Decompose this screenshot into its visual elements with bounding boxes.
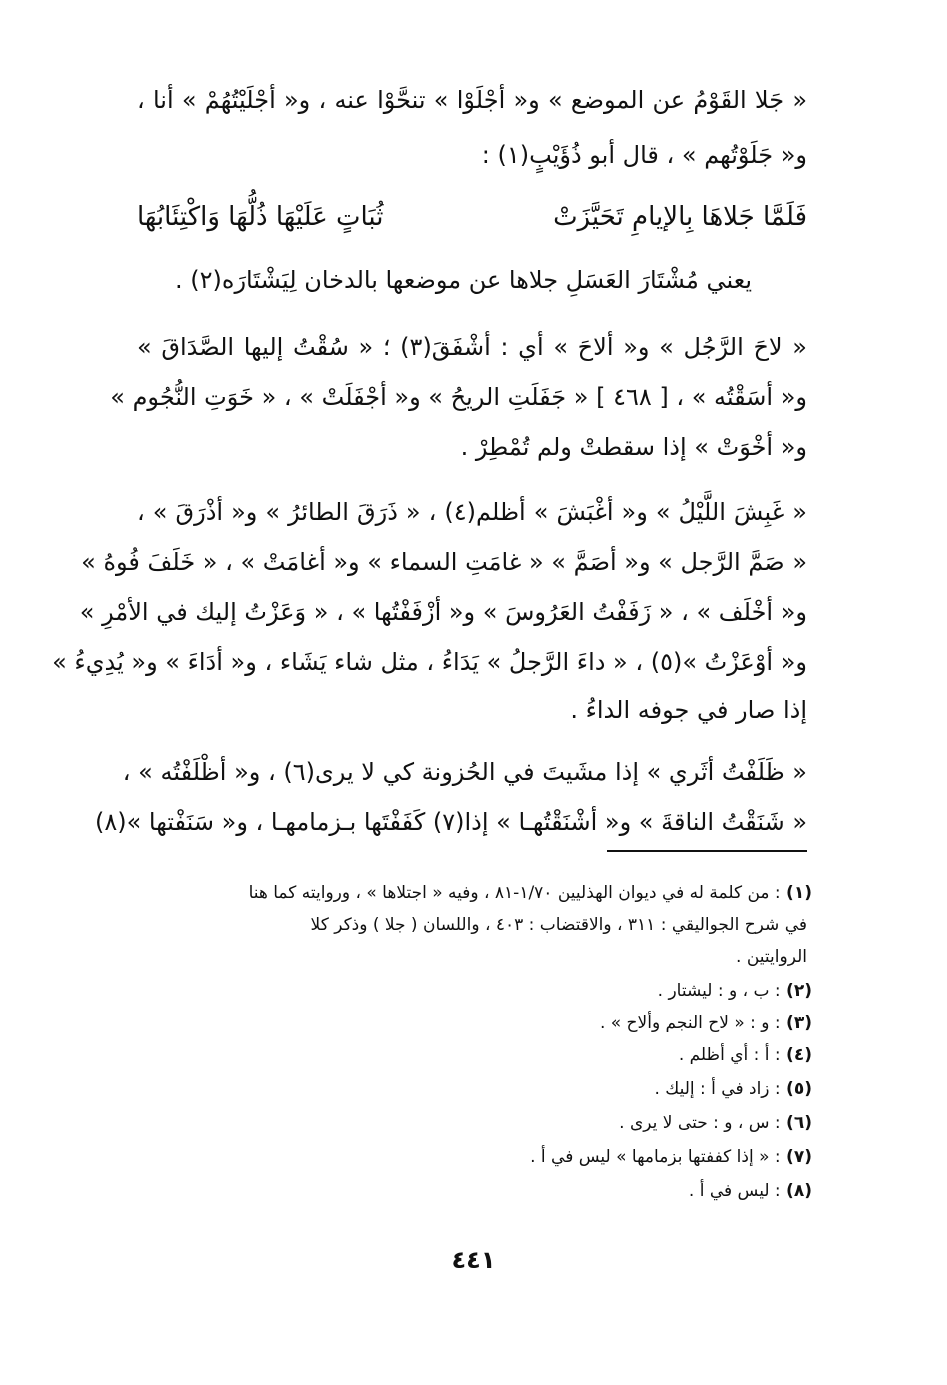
paragraph-2-line-4: و« أوْعَزْتُ »(٥) ، « داءَ الرَّجلُ » يَدَاءُ ، مثل شاء يَشَاء ، و« أدَاءَ » و« يُدِيءُ » [52, 648, 807, 676]
footnote-number: (٦) [786, 1113, 812, 1133]
paragraph-1-line-3: و« أخْوَتْ » إذا سقطتْ ولم تُمْطِرْ . [460, 433, 807, 461]
footnote-text: : ليس في أ . [688, 1181, 781, 1201]
footnote-number: (٧) [786, 1147, 812, 1167]
footnote-1-line-2 [127, 910, 807, 940]
paragraph-1-line-1: « لاحَ الرَّجُل » و« ألاحَ » أي : أشْفَقَ(٣) ؛ « سُقْتُ إليها الصَّدَاقَ » [137, 333, 807, 361]
paragraph-2-line-2: « صَمَّ الرَّجل » و« أصَمَّ » « غامَتِ السماء » و« أغامَتْ » ، « خَلَفَ فُوهُ » [81, 548, 807, 576]
footnote-8 [132, 1176, 812, 1206]
body-line-2: و« جَلَوْتُهم » ، قال أبو ذُؤَيْبٍ(١) : [481, 141, 807, 169]
footnote-number: (٤) [786, 1045, 812, 1065]
paragraph-1-line-2: و« أسَقْتُه » ، [ ٤٦٨ ] « جَفَلَتِ الريحُ » و« أجْفَلَتْ » ، « خَوَتِ النُّجُوم » [110, 383, 807, 411]
footnote-text: : أ : أي أظلم . [678, 1045, 781, 1065]
verse-second-hemistich: ثُبَاتٍ عَلَيْهَا ذُلُّهَا وَاكْتِئَابُهَا [137, 202, 384, 232]
footnote-text: : زاد في أ : إليك . [654, 1079, 781, 1099]
footnote-text: : ب ، و : ليشتار . [657, 981, 781, 1001]
page-number: ٤٤١ [451, 1246, 496, 1274]
footnote-5 [132, 1074, 812, 1104]
footnote-number: (١) [786, 883, 812, 903]
footnote-separator [607, 850, 807, 852]
footnote-text: : « إذا كففتها بزمامها » ليس في أ . [530, 1147, 781, 1167]
footnote-text: : من كلمة له في ديوان الهذليين ١/٧٠-٨١ ، وفيه « اجتلاها » ، وروايته كما هنا [248, 883, 781, 903]
footnote-text: : و : « لاح النجم وألاح » . [599, 1013, 781, 1033]
footnote-text: في شرح الجواليقي : ٣١١ ، والاقتضاب : ٤٠٣ ، واللسان ( جلا ) وذكر كلا [310, 915, 807, 935]
footnote-number: (٢) [786, 981, 812, 1001]
body-line-1: « جَلا القَوْمُ عن الموضع » و« أجْلَوْا » تنحَّوْا عنه ، و« أجْلَيْتُهُمْ » أنا ، [137, 86, 807, 114]
footnote-4 [132, 1040, 812, 1070]
poetry-verse [137, 195, 807, 239]
footnote-2 [132, 976, 812, 1006]
paragraph-2-line-1: « غَبِشَ اللَّيْلُ » و« أغْبَشَ » أظلم(٤) ، « ذَرَقَ الطائرُ » و« أذْرَقَ » ، [137, 498, 807, 526]
verse-explanation: يعني مُشْتَارَ العَسَلِ جلاها عن موضعها بالدخان لِيَشْتَارَه(٢) . [175, 266, 752, 294]
footnote-number: (٨) [786, 1181, 812, 1201]
paragraph-3-line-1: « ظَلَفْتُ أثَري » إذا مشَيتَ في الحُزونة كي لا يرى(٦) ، و« أظْلَفْتُه » ، [122, 758, 807, 786]
footnote-text: : س ، و : حتى لا يرى . [619, 1113, 781, 1133]
footnote-number: (٥) [786, 1079, 812, 1099]
paragraph-2-line-5: إذا صار في جوفه الداءُ . [570, 696, 807, 724]
footnote-1-line-1 [132, 878, 812, 908]
footnote-number: (٣) [786, 1013, 812, 1033]
paragraph-2-line-3: و« أخْلَف » ، « زَفَفْتُ العَرُوسَ » و« أزْفَفْتُها » ، « وَعَزْتُ إليك في الأمْرِ » [79, 598, 807, 626]
footnote-3 [132, 1008, 812, 1038]
footnote-1-line-3 [127, 942, 807, 972]
footnote-6 [132, 1108, 812, 1138]
paragraph-3-line-2: « شَنَقْتُ الناقةَ » و« أشْنَقْتُهـا » إذا(٧) كَفَفْتَها بـزمامهـا ، و« سَنَفْتها »(٨) [94, 808, 807, 836]
verse-first-hemistich: فَلَمَّا جَلاهَا بِالإيامِ تَحَيَّزَتْ [553, 202, 807, 232]
footnote-text: الروايتين . [736, 947, 807, 967]
footnote-7 [132, 1142, 812, 1172]
